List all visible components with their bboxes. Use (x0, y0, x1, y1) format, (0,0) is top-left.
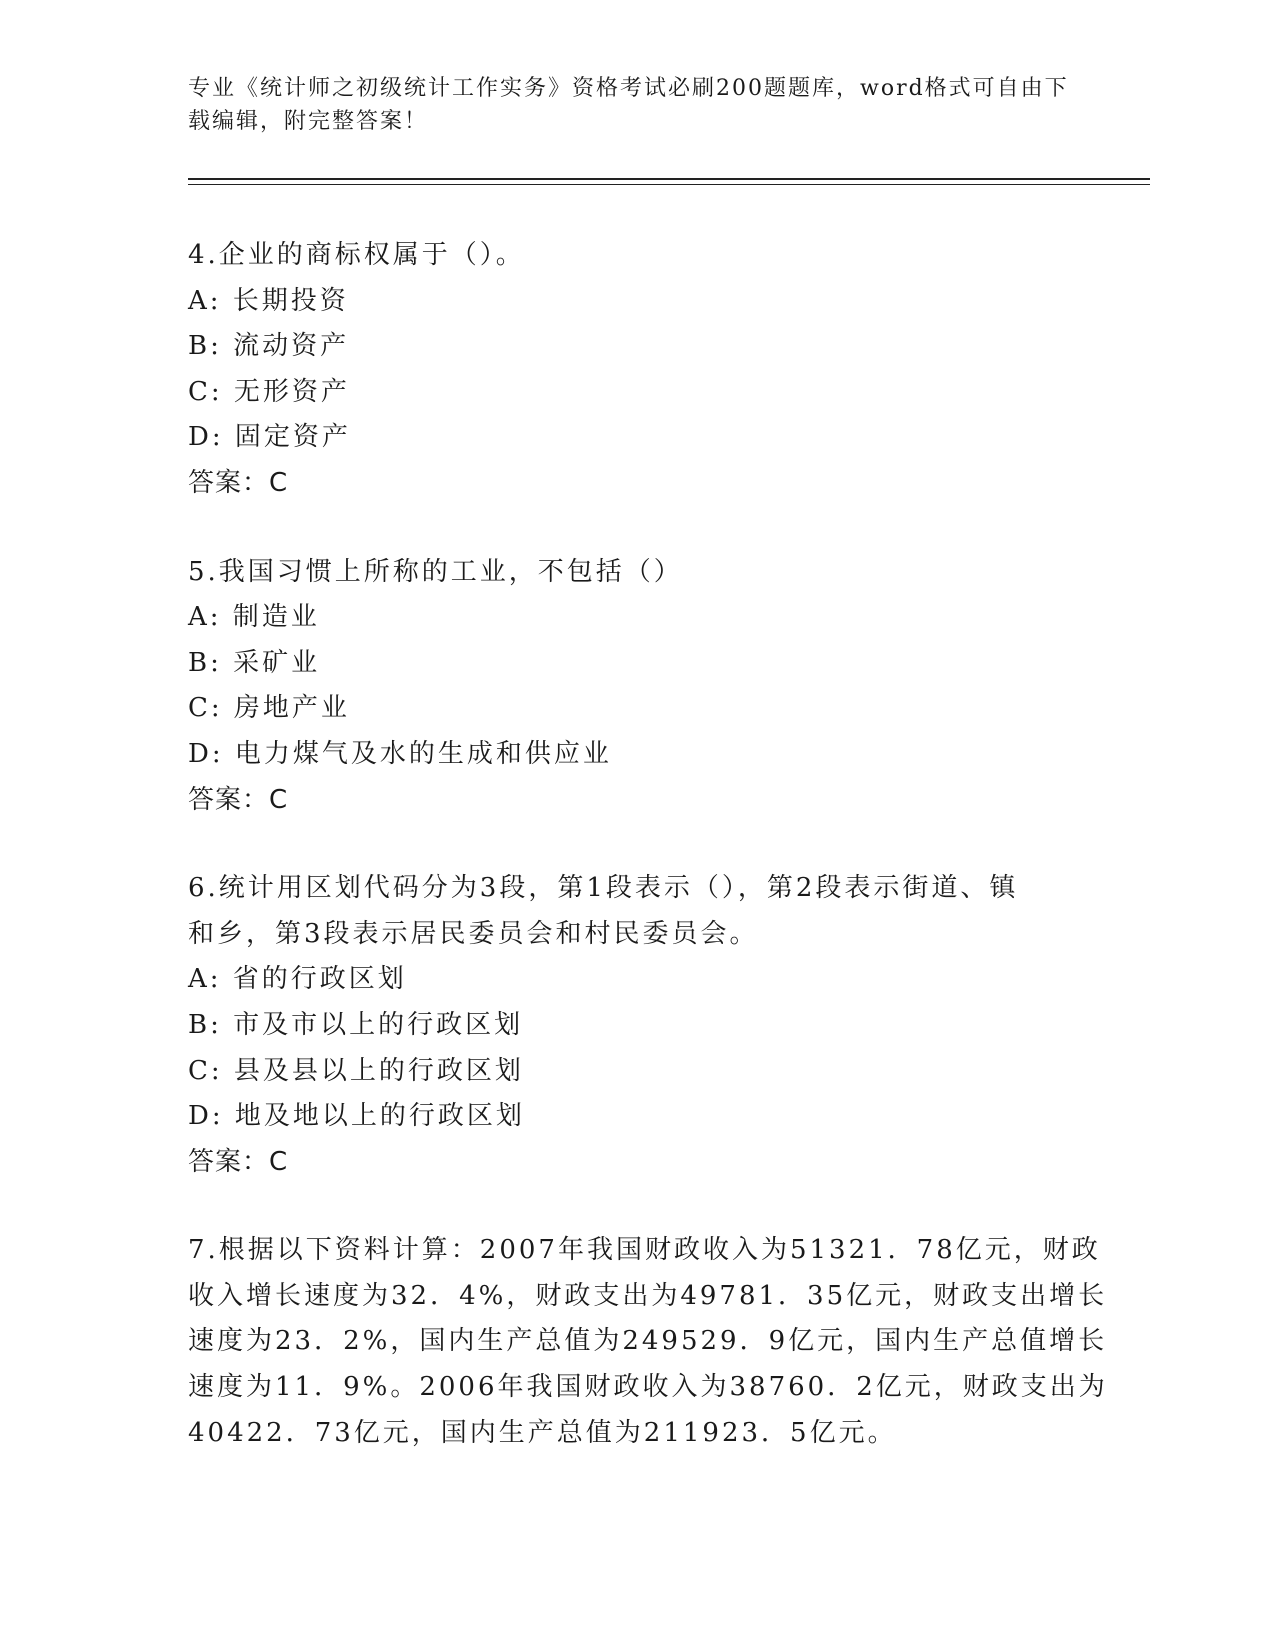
question-stem: 4.企业的商标权属于（）。 (188, 240, 525, 270)
option-a: A: 省的行政区划 (188, 964, 407, 995)
option-c: C: 房地产业 (188, 693, 350, 724)
question-stem-line: 7.根据以下资料计算：2007年我国财政收入为51321．78亿元，财政 (188, 1235, 1101, 1266)
question-stem-line: 和乡，第3段表示居民委员会和村民委员会。 (188, 918, 759, 949)
option-a: A: 长期投资 (188, 285, 349, 316)
question-7 (188, 1228, 1108, 1456)
question-stem-line: 速度为23．2%，国内生产总值为249529．9亿元，国内生产总值增长 (188, 1326, 1108, 1357)
answer: 答案：C (188, 467, 289, 498)
question-stem-line: 收入增长速度为32．4%，财政支出为49781．35亿元，财政支出增长 (188, 1280, 1108, 1311)
option-d: D: 电力煤气及水的生成和供应业 (188, 738, 612, 769)
answer: 答案：C (188, 784, 289, 815)
option-d: D: 地及地以上的行政区划 (188, 1101, 525, 1132)
question-list (188, 233, 1108, 1499)
option-b: B: 市及市以上的行政区划 (188, 1009, 524, 1040)
header-rule-thin (188, 184, 1150, 185)
document-header: 专业《统计师之初级统计工作实务》资格考试必刷200题题库，word格式可自由下载编辑，附完整答案！ (188, 76, 1069, 134)
header-rule-thick (188, 178, 1150, 180)
question-stem-line: 速度为11．9%。2006年我国财政收入为38760．2亿元，财政支出为 (188, 1372, 1108, 1403)
option-d: D: 固定资产 (188, 422, 351, 453)
answer: 答案：C (188, 1146, 289, 1177)
question-6 (188, 866, 1088, 1185)
question-5 (188, 550, 1088, 824)
question-stem-line: 6.统计用区划代码分为3段，第1段表示（），第2段表示街道、镇 (188, 873, 1019, 904)
option-c: C: 县及县以上的行政区划 (188, 1055, 524, 1086)
option-b: B: 采矿业 (188, 647, 321, 678)
option-c: C: 无形资产 (188, 376, 350, 407)
question-stem: 5.我国习惯上所称的工业，不包括（） (188, 556, 683, 587)
option-b: B: 流动资产 (188, 331, 350, 362)
question-4 (188, 233, 1088, 507)
question-stem-line: 40422．73亿元，国内生产总值为211923．5亿元。 (188, 1417, 897, 1448)
option-a: A: 制造业 (188, 602, 320, 633)
